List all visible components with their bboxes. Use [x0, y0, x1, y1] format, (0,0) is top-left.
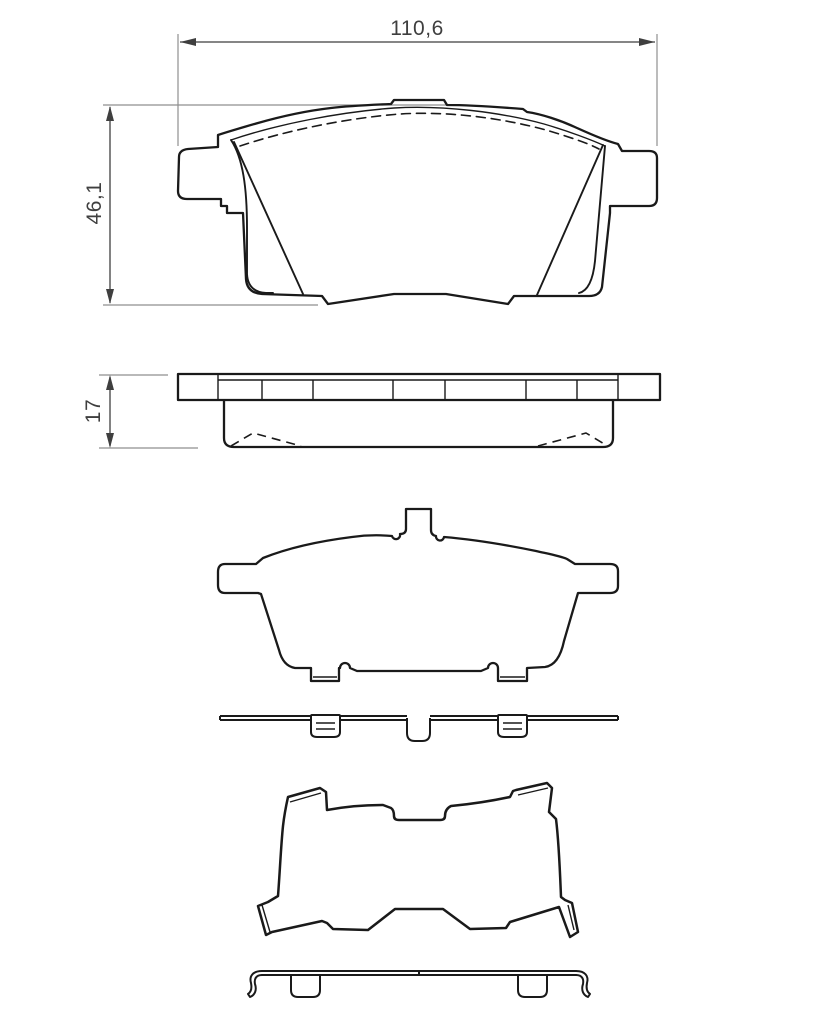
- width-dimension-label: 110,6: [390, 17, 444, 40]
- height-dimension-label: 46,1: [83, 181, 106, 225]
- thickness-dimension-label: 17: [82, 398, 105, 424]
